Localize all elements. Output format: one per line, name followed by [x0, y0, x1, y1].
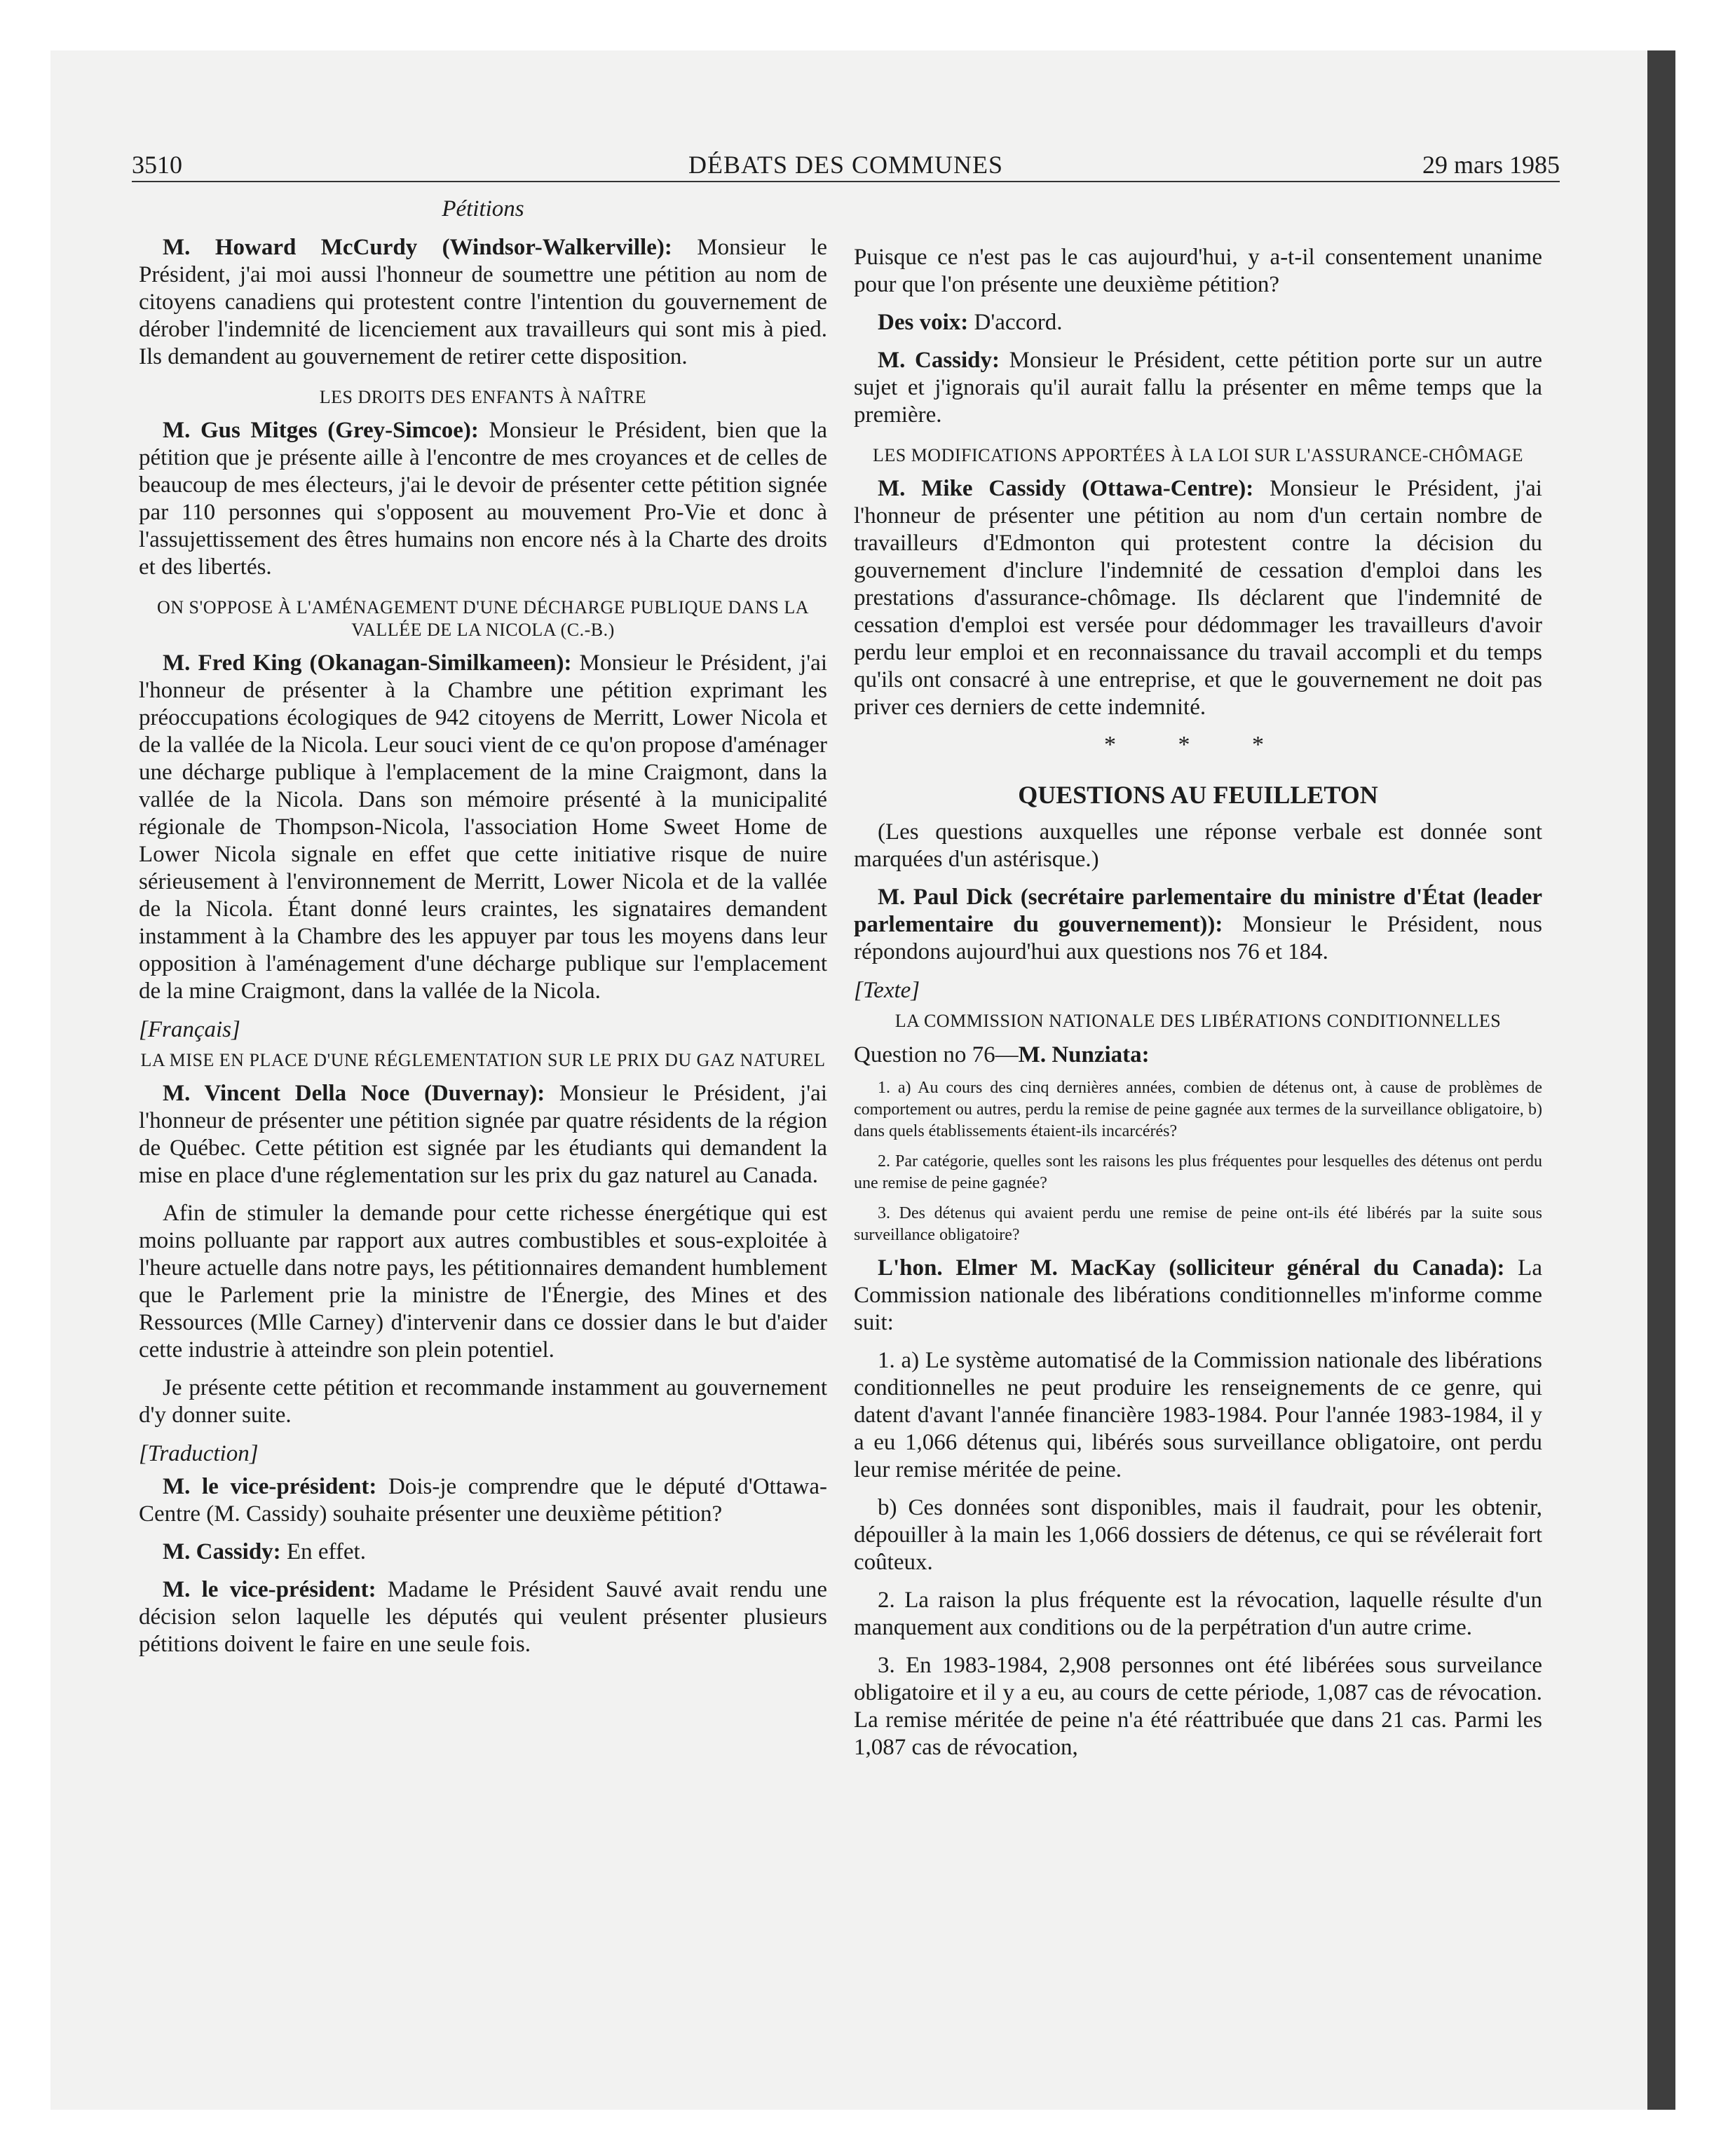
paragraph [854, 1255, 1542, 1337]
paragraph [139, 650, 827, 1005]
speech-text: Monsieur le Président, j'ai moi aussi l'honneur de soumettre une pétition au nom de citoyens canadiens qui protestent contre l'intention du gouvernement de dérober l'indemnité de licenciement aux travailleurs qui sont mis à pied. Ils demandent au gouvernement de retirer cette disposition. [139, 235, 827, 369]
answer-paragraph: 2. La raison la plus fréquente est la révocation, laquelle résulte d'un manquement aux conditions ou de la perpétration d'un autre crime. [854, 1588, 1542, 1640]
subheading: LES MODIFICATIONS APPORTÉES À LA LOI SUR L'ASSURANCE-CHÔMAGE [872, 445, 1524, 465]
paragraph [139, 234, 827, 371]
paragraph [139, 1538, 827, 1566]
speech-text: En effet. [280, 1539, 366, 1564]
speaker: M. Gus Mitges (Grey-Simcoe): [163, 418, 479, 443]
speaker: L'hon. Elmer M. MacKay (solliciteur général du Canada): [878, 1255, 1505, 1281]
right-column [854, 244, 1542, 1772]
speech-text: Monsieur le Président, j'ai l'honneur de présenter une pétition au nom d'un certain nombre de travailleurs d'Edmonton qui protestent contre la décision du gouvernement d'inclure l'indemnité de cessation d'emploi dans les prestations d'assurance-chômage. Ils déclarent que l'indemnité de cessation d'emploi est versée pour dédommager les travailleurs d'avoir perdu leur emploi et en reconnaissance du travail accompli et du temps qu'ils ont consacré à une entreprise, et que le gouvernement ne doit pas priver ces derniers de cette indemnité. [854, 476, 1542, 720]
speech-text: D'accord. [968, 310, 1063, 335]
speech-text: La Commission nationale des libérations conditionnelles m'informe comme suit: [854, 1255, 1542, 1335]
speaker: M. Cassidy: [163, 1539, 281, 1564]
paragraph [139, 1473, 827, 1528]
paragraph [854, 475, 1542, 721]
page-number: 3510 [132, 151, 182, 179]
subheading: LA COMMISSION NATIONALE DES LIBÉRATIONS CONDITIONNELLES [894, 1011, 1502, 1031]
paragraph [139, 1576, 827, 1658]
speaker: Des voix: [878, 310, 969, 335]
subheading: LA MISE EN PLACE D'UNE RÉGLEMENTATION SUR LE PRIX DU GAZ NATUREL [140, 1050, 826, 1070]
language-note: [Texte] [854, 978, 920, 1003]
paragraph: (Les questions auxquelles une réponse verbale est donnée sont marquées d'un astérisque.) [854, 819, 1542, 872]
language-note: [Français] [139, 1017, 240, 1042]
publication-date: 29 mars 1985 [1422, 151, 1560, 179]
publication-title: DÉBATS DES COMMUNES [688, 151, 1004, 179]
answer-paragraph: 1. a) Le système automatisé de la Commission nationale des libérations conditionnelles ne peut produire les renseignements de ce genre, qui datent d'avant l'année financière 1983-1984. Pour l'année 1983-1984, il y a eu 1,066 détenus qui, libérés sous surveillance obligatoire, ont perdu leur remise méritée de peine. [854, 1348, 1542, 1482]
speaker: M. Vincent Della Noce (Duvernay): [163, 1081, 545, 1106]
question-item: 3. Des détenus qui avaient perdu une remise de peine ont-ils été libérés par la suite sous surveillance obligatoire? [854, 1204, 1542, 1244]
speaker: M. le vice-président: [163, 1577, 376, 1602]
paragraph [854, 347, 1542, 429]
speaker: M. Cassidy: [878, 348, 1000, 373]
subheading: ON S'OPPOSE À L'AMÉNAGEMENT D'UNE DÉCHARGE PUBLIQUE DANS LA VALLÉE DE LA NICOLA (C.-B.) [157, 597, 809, 640]
paragraph: Puisque ce n'est pas le cas aujourd'hui, y a-t-il consentement unanime pour que l'on présente une deuxième pétition? [854, 245, 1542, 297]
paragraph [139, 417, 827, 581]
speech-text: Dois-je comprendre que le député d'Ottawa-Centre (M. Cassidy) souhaite présenter une deuxième pétition? [139, 1474, 828, 1527]
paragraph [139, 1080, 827, 1189]
speech-text: Monsieur le Président, j'ai l'honneur de présenter à la Chambre une pétition exprimant les préoccupations écologiques de 942 citoyens de Merritt, Lower Nicola et de la vallée de la Nicola. Leur souci vient de ce qu'on propose d'aménager une décharge publique à l'emplacement de la mine Craigmont, dans la vallée de la Nicola. Dans son mémoire présenté à la municipalité régionale de Thompson-Nicola, l'association Home Sweet Home de Lower Nicola signale en effet que cette initiative risque de nuire sérieusement à l'environnement de Merritt, Lower Nicola et de la vallée de la Nicola. Étant donné leurs craintes, les signataires demandent instamment à la Chambre des les appuyer par tous les moyens dans leur opposition à l'aménagement d'une décharge publique sur l'emplacement de la mine Craigmont, dans la vallée de la Nicola. [139, 650, 827, 1004]
speech-text: Monsieur le Président, j'ai l'honneur de présenter une pétition signée par quatre résidents de la région de Québec. Cette pétition est signée par les étudiants qui demandent la mise en place d'une réglementation sur les prix du gaz naturel au Canada. [139, 1081, 827, 1188]
left-column [139, 195, 827, 1669]
question-item: 2. Par catégorie, quelles sont les raisons les plus fréquentes pour lesquelles des détenus ont perdu une remise de peine gagnée? [854, 1152, 1542, 1192]
paragraph [854, 309, 1542, 336]
speech-text: Madame le Président Sauvé avait rendu une décision selon laquelle les députés qui veulent présenter plusieurs pétitions doivent le faire en une seule fois. [139, 1577, 827, 1657]
section-heading: Pétitions [442, 196, 524, 221]
paragraph [854, 884, 1542, 966]
speaker: M. le vice-président: [163, 1474, 377, 1499]
speech-text: Monsieur le Président, cette pétition porte sur un autre sujet et j'ignorais qu'il aurait fallu la présenter en même temps que la première. [854, 348, 1542, 428]
answer-paragraph: b) Ces données sont disponibles, mais il faudrait, pour les obtenir, dépouiller à la main les 1,066 dossiers de détenus, ce qui se révélerait fort coûteux. [854, 1495, 1542, 1575]
speaker: M. Paul Dick (secrétaire parlementaire du ministre d'État (leader parlementaire du gouvernement)): [854, 885, 1542, 937]
speaker: M. Fred King (Okanagan-Similkameen): [163, 650, 572, 676]
question-header [854, 1041, 1542, 1069]
page-header [132, 149, 1560, 182]
section-title: QUESTIONS AU FEUILLETON [1018, 781, 1378, 809]
speaker: M. Howard McCurdy (Windsor-Walkerville): [163, 235, 672, 260]
binding-edge [1647, 50, 1675, 2110]
question-item: 1. a) Au cours des cinq dernières années, combien de détenus ont, à cause de problèmes de comportement ou autres, perdu la remise de peine gagnée aux termes de la surveillance obligatoire, b) dans quels établissements étaient-ils incarcérés? [854, 1079, 1542, 1140]
speech-text: Monsieur le Président, nous répondons aujourd'hui aux questions nos 76 et 184. [854, 912, 1542, 964]
subheading: LES DROITS DES ENFANTS À NAÎTRE [319, 387, 647, 407]
section-separator: * * * [1104, 732, 1292, 758]
language-note: [Traduction] [139, 1441, 259, 1466]
paragraph: Afin de stimuler la demande pour cette richesse énergétique qui est moins polluante par rapport aux autres combustibles et sous-exploitée à l'heure actuelle dans notre pays, les pétitionnaires demandent humblement que le Parlement prie la ministre de l'Énergie, des Mines et des Ressources (Mlle Carney) d'intervenir dans ce dossier dans le but d'aider cette industrie à atteindre son plein potentiel. [139, 1201, 827, 1363]
question-author: M. Nunziata: [1018, 1042, 1150, 1067]
question-label: Question no 76— [854, 1042, 1019, 1067]
paragraph: Je présente cette pétition et recommande instamment au gouvernement d'y donner suite. [139, 1375, 827, 1428]
speaker: M. Mike Cassidy (Ottawa-Centre): [878, 476, 1254, 501]
speech-text: Monsieur le Président, bien que la pétition que je présente aille à l'encontre de mes croyances et de celles de beaucoup de mes électeurs, j'ai le devoir de présenter cette pétition signée par 110 personnes qui s'opposent au mouvement Pro-Vie et donc à l'assujettissement des êtres humains non encore nés à la Charte des droits et des libertés. [139, 418, 827, 580]
answer-paragraph: 3. En 1983-1984, 2,908 personnes ont été libérées sous surveilance obligatoire et il y a eu, au cours de cette période, 1,087 cas de révocation. La remise méritée de peine n'a été réattribuée que dans 21 cas. Parmi les 1,087 cas de révocation, [854, 1653, 1542, 1760]
